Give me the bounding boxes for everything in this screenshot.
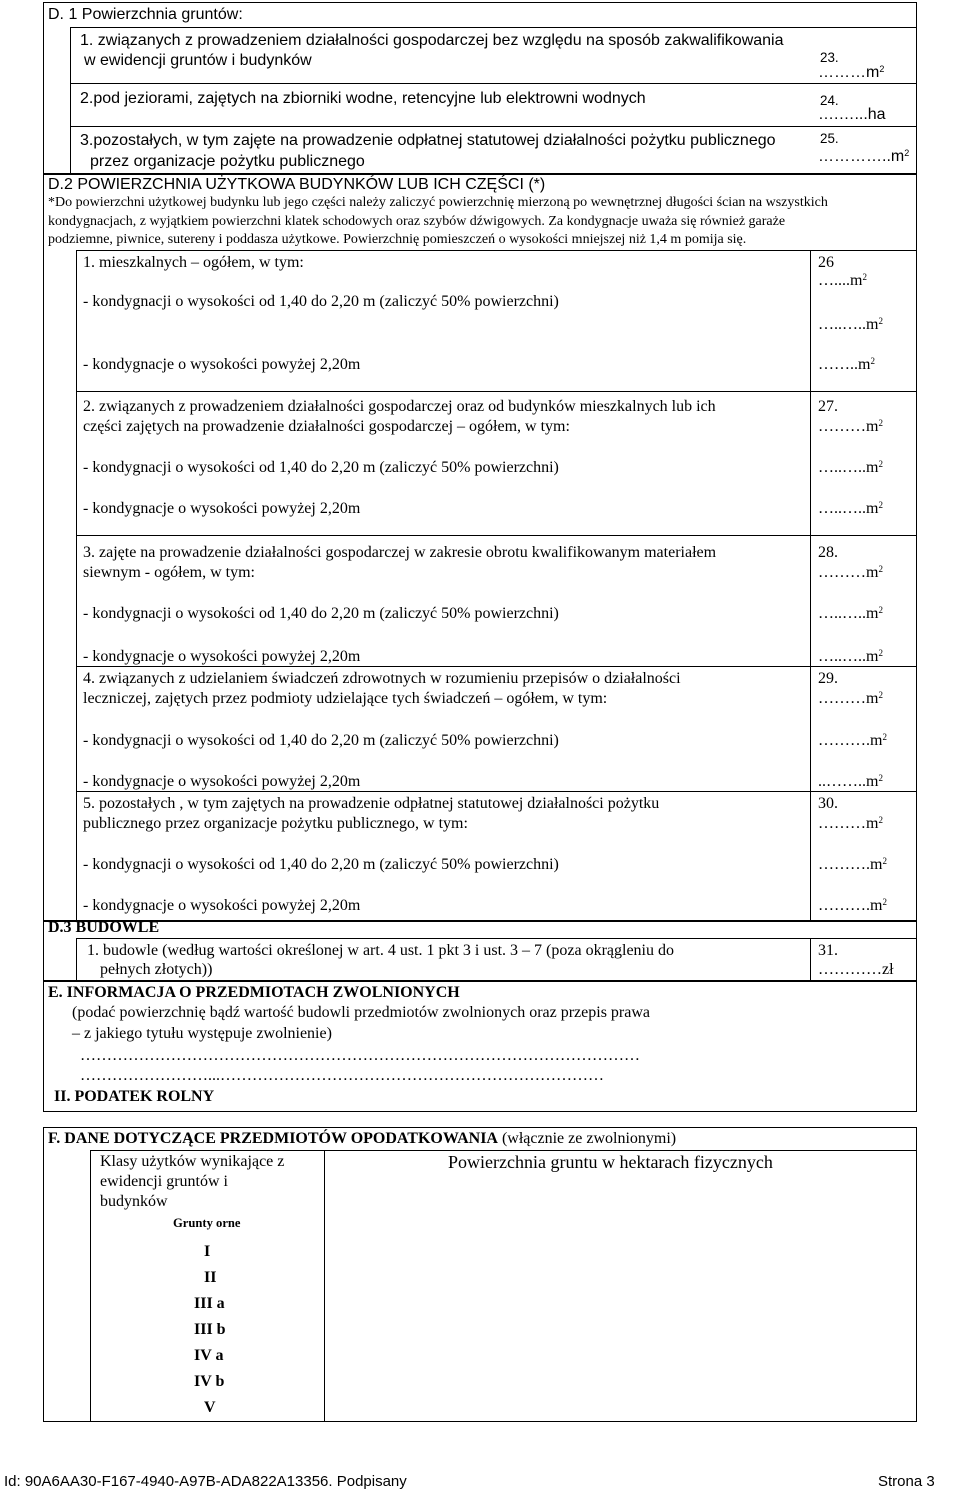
d2-divider-4 [76, 791, 917, 792]
d2-item2-line1: 2. związanych z prowadzeniem działalności gospodarczej oraz od budynków mieszkalnych lub ich [83, 398, 716, 415]
d2-item3-low-label: - kondygnacji o wysokości od 1,40 do 2,20 m (zaliczyć 50% powierzchni) [83, 605, 559, 622]
d2-item4-total[interactable]: $\dots\dots\dots m^2$ [818, 690, 883, 707]
d2-item4-high-value[interactable]: $..\dots\dots..m^2$ [818, 773, 883, 790]
d2-item3-number: 28. [818, 544, 838, 561]
d2-divider-3 [76, 666, 917, 667]
d2-item5-high-label: - kondygnacje o wysokości powyżej 2,20m [83, 897, 361, 914]
e-line2: – z jakiego tytułu występuje zwolnienie) [72, 1025, 332, 1042]
d2-divider-2 [76, 535, 917, 536]
d2-item1-total[interactable]: $\dots....m^2$ [818, 272, 867, 289]
d1-divider-2 [70, 126, 917, 127]
d2-note-line1: *Do powierzchni użytkowej budynku lub jego części należy zaliczyć powierzchnię mierzoną po wewnętrznej długości ścian na wszystkich [48, 195, 828, 210]
d1-item1-line2: w ewidencji gruntów i budynków [84, 52, 312, 69]
d2-item5-low-value[interactable]: $\dots\dots\dots.m^2$ [818, 856, 887, 873]
f-class-row: IV b [194, 1373, 225, 1390]
f-header-right: Powierzchnia gruntu w hektarach fizycznych [448, 1152, 773, 1172]
d2-note-line2: kondygnacjach, z wyjątkiem powierzchni klatek schodowych oraz szybów dźwigowych. Za kondygnacje uważa się również garaże [48, 214, 786, 229]
d2-item5-high-value[interactable]: $\dots\dots\dots.m^2$ [818, 897, 887, 914]
f-class-row: IV a [194, 1347, 224, 1364]
section-f-title-rest: (włącznie ze zwolnionymi) [497, 1130, 677, 1147]
section-f-title-bold: F. DANE DOTYCZĄCE PRZEDMIOTÓW OPODATKOWANIA [48, 1130, 498, 1147]
d2-item2-low-label: - kondygnacji o wysokości od 1,40 do 2,20 m (zaliczyć 50% powierzchni) [83, 459, 559, 476]
d2-item4-number: 29. [818, 670, 838, 687]
d2-item3-line2: siewnym - ogółem, w tym: [83, 564, 255, 581]
f-class-row: V [204, 1399, 216, 1416]
d2-item2-low-value[interactable]: $\dots..\dots..m^2$ [818, 459, 883, 476]
d2-item5-line2: publicznego przez organizacje pożytku publicznego, w tym: [83, 815, 468, 832]
d2-item4-line1: 4. związanych z udzielaniem świadczeń zdrowotnych w rozumieniu przepisów o działalności [83, 670, 681, 687]
d2-item2-high-label: - kondygnacje o wysokości powyżej 2,20m [83, 500, 361, 517]
section-d1-title: D. 1 Powierzchnia gruntów: [48, 6, 243, 23]
d2-divider-1 [76, 391, 917, 392]
d2-item3-high-label: - kondygnacje o wysokości powyżej 2,20m [83, 648, 361, 665]
d3-value-column-line [810, 938, 811, 981]
f-header-left-line1: Klasy użytków wynikające z [100, 1153, 285, 1170]
d1-item2-text: 2.pod jeziorami, zajętych na zbiorniki wodne, retencyjne lub elektrowni wodnych [80, 90, 646, 107]
f-class-row: I [204, 1243, 211, 1260]
section-ii-title: II. PODATEK ROLNY [54, 1088, 215, 1105]
section-d3-title: D.3 BUDOWLE [48, 919, 160, 936]
d2-item4-low-value[interactable]: $\dots\dots\dots.m^2$ [818, 732, 887, 749]
d2-item2-high-value[interactable]: $\dots..\dots..m^2$ [818, 500, 883, 517]
d1-item3-value[interactable]: $\dots\dots\dots\dots..m^2$ [818, 148, 910, 165]
d2-item1-line1: 1. mieszkalnych – ogółem, w tym: [83, 254, 304, 271]
f-table-column-line [324, 1150, 325, 1422]
d2-item1-high-value[interactable]: $\dots\dots..m^2$ [818, 356, 875, 373]
d2-item3-high-value[interactable]: $\dots..\dots..m^2$ [818, 648, 883, 665]
d2-item4-line2: leczniczej, zajętych przez podmioty udzielające tych świadczeń – ogółem, w tym: [83, 690, 608, 707]
d2-item5-number: 30. [818, 795, 838, 812]
d1-item1-line1: 1. związanych z prowadzeniem działalności gospodarczej bez względu na sposób zakwalifikowania [80, 32, 784, 49]
f-group-label: Grunty orne [173, 1216, 241, 1230]
d2-item1-low-label: - kondygnacji o wysokości od 1,40 do 2,20 m (zaliczyć 50% powierzchni) [83, 293, 559, 310]
d2-item3-line1: 3. zajęte na prowadzenie działalności gospodarczej w zakresie obrotu kwalifikowanym materiałem [83, 544, 717, 561]
footer-document-id: Id: 90A6AA30-F167-4940-A97B-ADA822A13356. Podpisany [4, 1473, 407, 1490]
d1-divider-1 [70, 83, 917, 84]
f-header-left-line2: ewidencji gruntów i [100, 1173, 228, 1190]
d1-item2-number: 24. [820, 93, 839, 108]
e-dots-line1[interactable]: …………………………………………………………………………………………… [80, 1047, 640, 1064]
f-class-row: II [204, 1269, 217, 1286]
section-e-title: E. INFORMACJA O PRZEDMIOTACH ZWOLNIONYCH [48, 984, 460, 1001]
d2-item2-total[interactable]: $\dots\dots\dots m^2$ [818, 418, 883, 435]
d2-item5-low-label: - kondygnacji o wysokości od 1,40 do 2,20 m (zaliczyć 50% powierzchni) [83, 856, 559, 873]
e-dots-line2[interactable]: ……………………...……………………………………………………………… [80, 1067, 604, 1084]
d3-number: 31. [818, 942, 838, 959]
d3-line1: 1. budowle (według wartości określonej w art. 4 ust. 1 pkt 3 i ust. 3 – 7 (poza okrągleniu do [87, 942, 674, 959]
section-f-title [48, 1130, 676, 1148]
f-class-row: III b [194, 1321, 226, 1338]
d1-item3-line1: 3.pozostałych, w tym zajęte na prowadzenie odpłatnej statutowej działalności pożytku publicznego [80, 132, 776, 149]
section-d2-title: D.2 POWIERZCHNIA UŻYTKOWA BUDYNKÓW LUB ICH CZĘŚCI (*) [48, 176, 546, 193]
d2-item2-line2: części zajętych na prowadzenie działalności gospodarczej – ogółem, w tym: [83, 418, 570, 435]
d2-item5-line1: 5. pozostałych , w tym zajętych na prowadzenie odpłatnej statutowej działalności pożytku [83, 795, 660, 812]
d2-value-column-line [810, 250, 811, 921]
d3-value[interactable]: …………zł [818, 961, 894, 978]
e-line1: (podać powierzchnię bądź wartość budowli przedmiotów zwolnionych oraz przepis prawa [72, 1004, 651, 1021]
d1-item1-value[interactable]: $\dots\dots\dots m^2$ [818, 64, 885, 81]
d2-item1-number: 26 [818, 254, 834, 271]
d3-line2: pełnych złotych)) [100, 961, 213, 978]
d2-item4-low-label: - kondygnacji o wysokości od 1,40 do 2,20 m (zaliczyć 50% powierzchni) [83, 732, 559, 749]
d1-item1-number: 23. [820, 50, 839, 65]
d2-item3-low-value[interactable]: $\dots..\dots..m^2$ [818, 605, 883, 622]
d2-item3-total[interactable]: $\dots\dots\dots m^2$ [818, 564, 883, 581]
d2-note-line3: podziemne, piwnice, sutereny i poddasza użytkowe. Powierzchnię pomieszczeń o wysokości mniejszej niż 1,4 m pomija się. [48, 232, 747, 247]
d2-item2-number: 27. [818, 398, 838, 415]
d1-item3-number: 25. [820, 131, 839, 146]
f-header-left-line3: budynków [100, 1193, 168, 1210]
d1-item3-line2: przez organizacje pożytku publicznego [90, 153, 365, 170]
d2-item1-low-value[interactable]: $\dots..\dots..m^2$ [818, 316, 883, 333]
d2-item4-high-label: - kondygnacje o wysokości powyżej 2,20m [83, 773, 361, 790]
d1-item2-value[interactable]: ….…...ha [818, 106, 886, 123]
f-class-row: III a [194, 1295, 225, 1312]
footer-page-number: Strona 3 [878, 1473, 935, 1490]
d2-item5-total[interactable]: $\dots\dots\dots m^2$ [818, 815, 883, 832]
d2-item1-high-label: - kondygnacje o wysokości powyżej 2,20m [83, 356, 361, 373]
